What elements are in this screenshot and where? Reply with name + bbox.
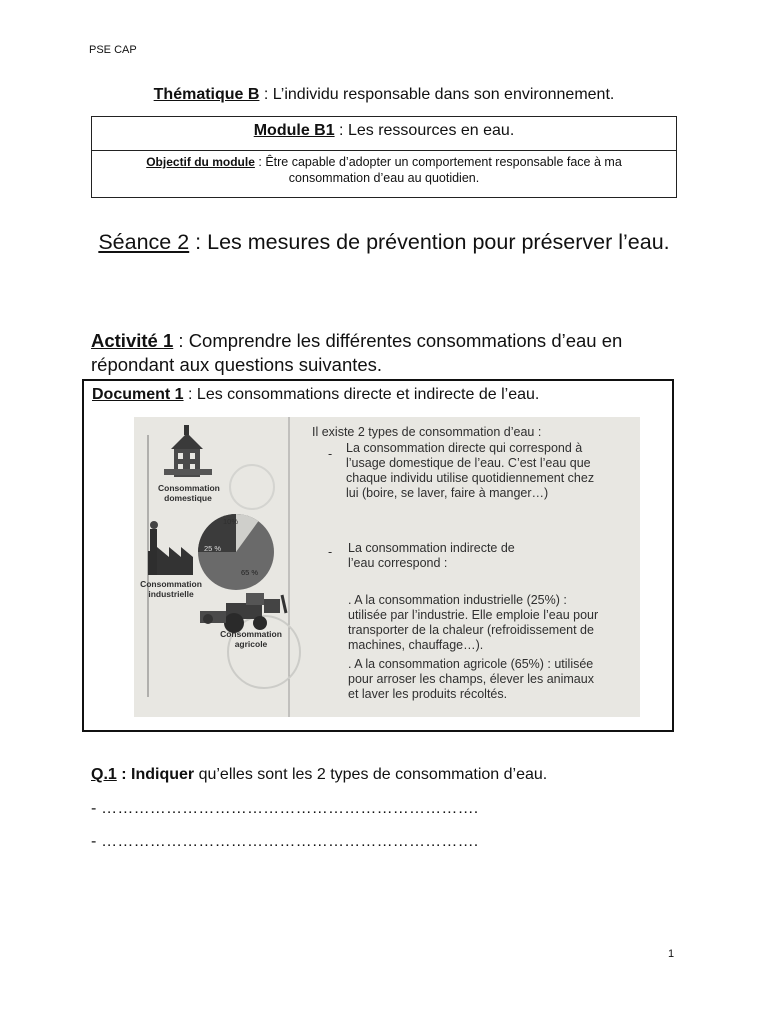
label-industrielle-line-1: Consommation [140,579,202,589]
question-1 [91,766,547,784]
objectif-text: Être capable d’adopter un comportement responsable face à ma consommation d’eau au quotidien. [265,155,622,185]
figure-agri-line-3: et laver les produits récoltés. [348,687,508,701]
figure-directe-line-2: l’usage domestique de l’eau. C’est l’eau que [346,456,591,470]
question-verb: Indiquer [131,766,195,783]
question-label: Q.1 [91,766,117,783]
label-domestique-line-1: Consommation [158,483,220,493]
label-industrielle [140,579,202,599]
figure-text-indirecte [348,541,628,571]
pie-label-industrielle: 25 % [204,544,222,553]
figure-text-industrielle [348,593,638,653]
label-domestique-line-2: domestique [164,493,212,503]
pie-label-domestique: 10% [223,517,239,526]
module-separator: : [334,122,348,139]
figure-indirecte-line-1: La consommation indirecte de [348,541,515,555]
seance-separator: : [189,230,208,254]
label-agricole [220,629,282,649]
document-photo [134,417,640,717]
activite-text: Comprendre les différentes consommations d’eau en répondant aux questions suivantes. [91,330,623,375]
figure-indus-line-4: machines, chauffage…). [348,638,484,652]
figure-indus-line-1: . A la consommation industrielle (25%) : [348,593,567,607]
figure-directe-line-4: lui (boire, se laver, faire à manger…) [346,486,549,500]
figure-indus-line-3: transporter de la chaleur (refroidissement de [348,623,594,637]
seance-text: Les mesures de prévention pour préserver l’eau. [207,230,670,254]
pie-label-agricole: 65 % [241,568,259,577]
answer-line-1[interactable]: - ……………………………………………………………. [91,800,479,817]
seance-label: Séance 2 [98,230,190,254]
header-label: PSE CAP [89,44,137,56]
thematique-separator: : [259,86,273,103]
figure-indirecte-line-2: l’eau correspond : [348,556,448,570]
figure-agri-line-2: pour arroser les champs, élever les animaux [348,672,594,686]
module-label: Module B1 [253,122,335,139]
figure-directe-line-1: La consommation directe qui correspond à [346,441,583,455]
label-domestique [158,483,218,503]
thematique-text: L’individu responsable dans son environnement. [272,86,615,103]
module-heading [92,117,676,151]
module-objective [92,151,676,186]
document-title [92,386,539,404]
document-label: Document 1 [92,386,184,403]
module-text: Les ressources en eau. [347,122,515,139]
activite-label: Activité 1 [91,330,174,351]
question-text: qu’elles sont les 2 types de consommation d’eau. [194,766,548,783]
activite-separator: : [173,330,189,351]
figure-text-agricole [348,657,638,702]
objectif-label: Objectif du module [146,155,255,169]
objectif-separator: : [254,155,266,169]
document-separator: : [183,386,197,403]
page-number: 1 [668,948,675,960]
label-industrielle-line-2: industrielle [148,589,194,599]
figure-dash-2: - [328,545,333,559]
figure-text-intro: Il existe 2 types de consommation d’eau : [312,425,542,439]
figure-agri-line-1: . A la consommation agricole (65%) : utilisée [348,657,594,671]
label-agricole-line-2: agricole [234,639,268,649]
figure-text-directe [346,441,636,501]
figure-directe-line-3: chaque individu utilise quotidiennement chez [346,471,595,485]
document-text: Les consommations directe et indirecte de l’eau. [196,386,540,403]
question-separator: : [116,766,132,783]
thematique-label: Thématique B [153,86,260,103]
module-box [91,116,677,198]
label-agricole-line-1: Consommation [220,629,282,639]
answer-line-2[interactable]: - ……………………………………………………………. [91,833,479,850]
figure-indus-line-2: utilisée par l’industrie. Elle emploie l’eau pour [348,608,599,622]
seance-heading [60,228,708,257]
activite-heading [91,329,691,377]
figure-dash-1: - [328,447,333,461]
thematique-heading [0,86,768,104]
